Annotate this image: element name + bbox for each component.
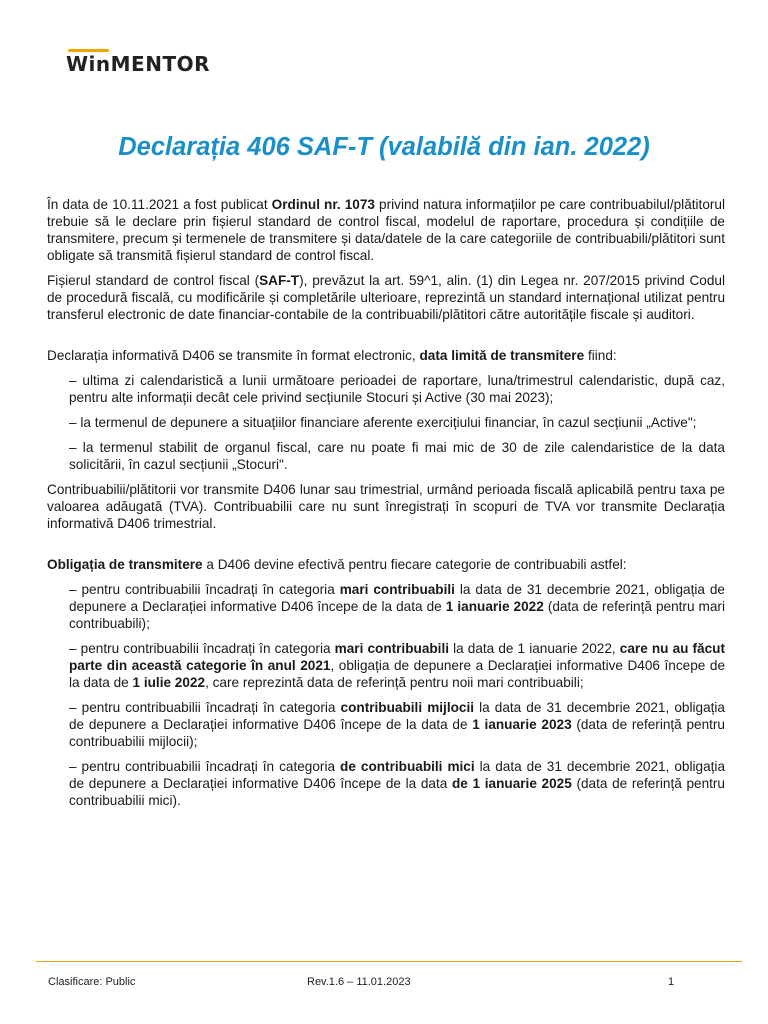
logo-win-text: Win [66, 52, 111, 76]
list-item-deadline-3: – la termenul stabilit de organul fiscal, care nu poate fi mai mic de 30 de zile calendaristice de la data solicitării, în cazul secțiunii „Stocuri". [69, 440, 725, 472]
list-item-obligation-3: – pentru contribuabilii încadrați în categoria contribuabili mijlocii la data de 31 decembrie 2021, obligația de depunere a Declarației informative D406 începe de la data de 1 ianuarie 2023 (data de referință pentru contribuabilii mijlocii); [69, 700, 725, 749]
footer-classification: Clasificare: Public [48, 976, 136, 988]
footer-divider [36, 961, 742, 962]
paragraph-saft: Fișierul standard de control fiscal (SAF-T), prevăzut la art. 59^1, alin. (1) din Legea nr. 207/2015 privind Codul de procedură fiscală, cu modificările și completările ulterioare, reprezintă un standard internațional utilizat pentru transferul electronic de date financiar-contabile de la contribuabili/plătitori către autoritățile fiscale și auditori. [47, 273, 725, 322]
paragraph-deadline: Declarația informativă D406 se transmite în format electronic, data limită de transmitere fiind: [47, 348, 617, 363]
paragraph-obligation: Obligația de transmitere a D406 devine efectivă pentru fiecare categorie de contribuabili astfel: [47, 557, 627, 572]
logo-mentor-text: MENTOR [110, 52, 211, 76]
paragraph-intro: În data de 10.11.2021 a fost publicat Ordinul nr. 1073 privind natura informațiilor pe care contribuabilul/plătitorul trebuie să le declare prin fișierul standard de control fiscal, modelul de raportare, procedura și condițiile de transmitere, precum și termenele de transmitere și data/datele de la care categoriile de contribuabili/plătitori sunt obligate să transmită fișierul standard de control fiscal. [47, 197, 725, 263]
page-title: Declarația 406 SAF-T (valabilă din ian. 2022) [118, 133, 650, 161]
list-item-deadline-2: – la termenul de depunere a situațiilor financiare aferente exercițiului financiar, în cazul secțiunii „Active"; [69, 415, 697, 430]
footer-revision: Rev.1.6 – 11.01.2023 [307, 976, 411, 988]
footer-page-number: 1 [668, 976, 675, 988]
list-item-obligation-2: – pentru contribuabilii încadrați în categoria mari contribuabili la data de 1 ianuarie 2022, care nu au făcut parte din această categorie în anul 2021, obligația de depunere a Declarației informative D406 începe de la data de 1 iulie 2022, care reprezintă data de referință pentru noii mari contribuabili; [69, 641, 726, 690]
list-item-obligation-4: – pentru contribuabilii încadrați în categoria de contribuabili mici la data de 31 decembrie 2021, obligația de depunere a Declarației informative D406 începe de la data de 1 ianuarie 2025 (data de referință pentru contribuabilii mici). [69, 759, 726, 808]
paragraph-frequency: Contribuabilii/plătitorii vor transmite D406 lunar sau trimestrial, urmând perioada fiscală aplicabilă pentru taxa pe valoarea adăugată (TVA). Contribuabilii care nu sunt înregistrați în scopuri de TVA vor transmite Declarația informativă D406 trimestrial. [47, 482, 725, 531]
list-item-deadline-1: – ultima zi calendaristică a lunii următoare perioadei de raportare, luna/trimestrul calendaristic, după caz, pentru alte informații decât cele privind secțiunile Stocuri și Active (30 mai 2023); [69, 373, 725, 405]
winmentor-logo [66, 52, 210, 76]
list-item-obligation-1: – pentru contribuabilii încadrați în categoria mari contribuabili la data de 31 decembrie 2021, obligația de depunere a Declarației informative D406 începe de la data de 1 ianuarie 2022 (data de referință pentru mari contribuabili); [69, 582, 725, 631]
document-body [47, 196, 725, 809]
